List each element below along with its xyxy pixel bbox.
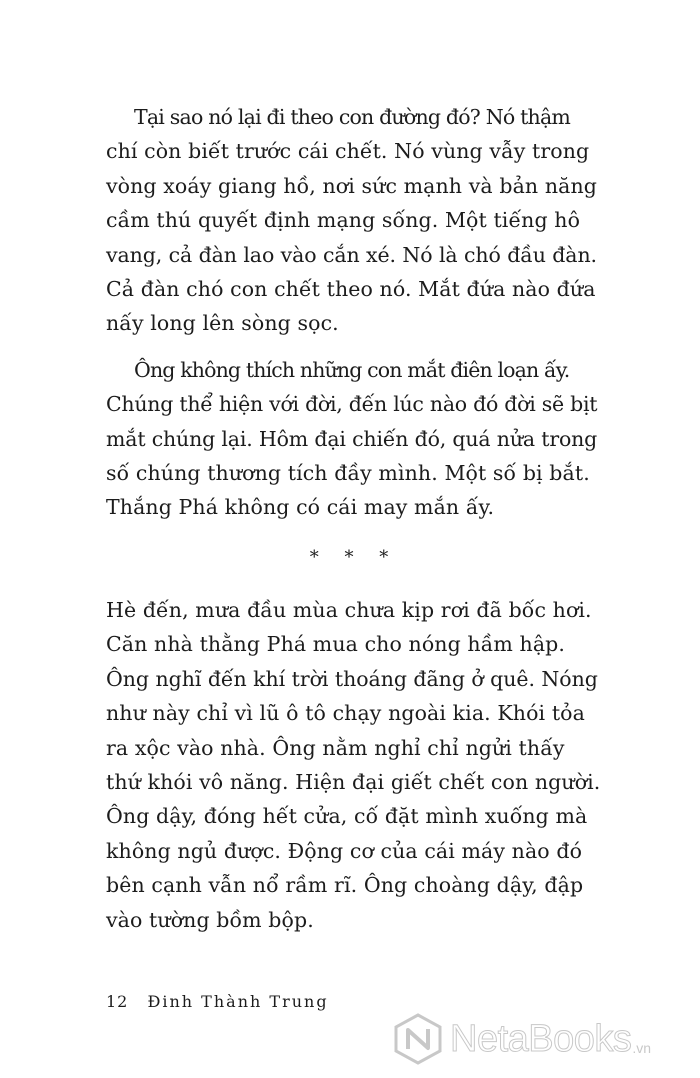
netabooks-logo-icon [392,1013,444,1065]
text-line: cầm thú quyết định mạng sống. Một tiếng hô [106,208,581,233]
text-line: mắt chúng lại. Hôm đại chiến đó, quá nửa trong [106,426,598,451]
text-line: vòng xoáy giang hồ, nơi sức mạnh và bản năng [106,173,597,198]
watermark-brand: NetaBooks [450,1017,632,1060]
paragraphs-before [106,100,602,525]
page-footer [106,992,329,1011]
text-line: Hè đến, mưa đầu mùa chưa kịp rơi đã bốc hơi. [106,597,592,622]
paragraph [106,100,602,341]
text-line: Ông không thích những con mắt điên loạn ấy. [134,357,570,382]
text-line: bên cạnh vẫn nổ rầm rĩ. Ông choàng dậy, đập [106,873,584,898]
page-body [106,100,602,949]
section-separator: * * * [309,546,399,568]
text-line: Căn nhà thằng Phá mua cho nóng hầm hập. [106,632,566,657]
text-line: Cả đàn chó con chết theo nó. Mắt đứa nào đứa [106,277,596,302]
text-line: thứ khói vô năng. Hiện đại giết chết con người. [106,769,601,794]
page-number: 12 [106,992,129,1011]
author-name: Đinh Thành Trung [147,992,329,1011]
text-line: Tại sao nó lại đi theo con đường đó? Nó thậm [134,105,571,129]
paragraphs-after [106,593,602,937]
watermark [392,1006,651,1072]
text-line: như này chỉ vì lũ ô tô chạy ngoài kia. Khói tỏa [106,701,585,726]
text-line: số chúng thương tích đầy mình. Một số bị bắt. [106,461,590,486]
text-line: vào tường bồm bộp. [106,907,314,932]
text-line: nấy long lên sòng sọc. [106,311,339,336]
text-line: Ông dậy, đóng hết cửa, cố đặt mình xuống mà [106,804,588,829]
watermark-tld: .vn [632,1040,652,1056]
text-line: không ngủ được. Động cơ của cái máy nào đó [106,838,583,863]
text-line: chí còn biết trước cái chết. Nó vùng vẫy trong [106,139,590,164]
paragraph [106,353,602,525]
text-line: vang, cả đàn lao vào cắn xé. Nó là chó đầu đàn. [106,242,597,267]
text-line: Ông nghĩ đến khí trời thoáng đãng ở quê. Nóng [106,666,598,691]
paragraph [106,593,602,937]
text-line: Thắng Phá không có cái may mắn ấy. [106,495,495,520]
text-line: Chúng thể hiện với đời, đến lúc nào đó đời sẽ bịt [106,392,598,417]
text-line: ra xộc vào nhà. Ông nằm nghỉ chỉ ngửi thấy [106,735,565,760]
